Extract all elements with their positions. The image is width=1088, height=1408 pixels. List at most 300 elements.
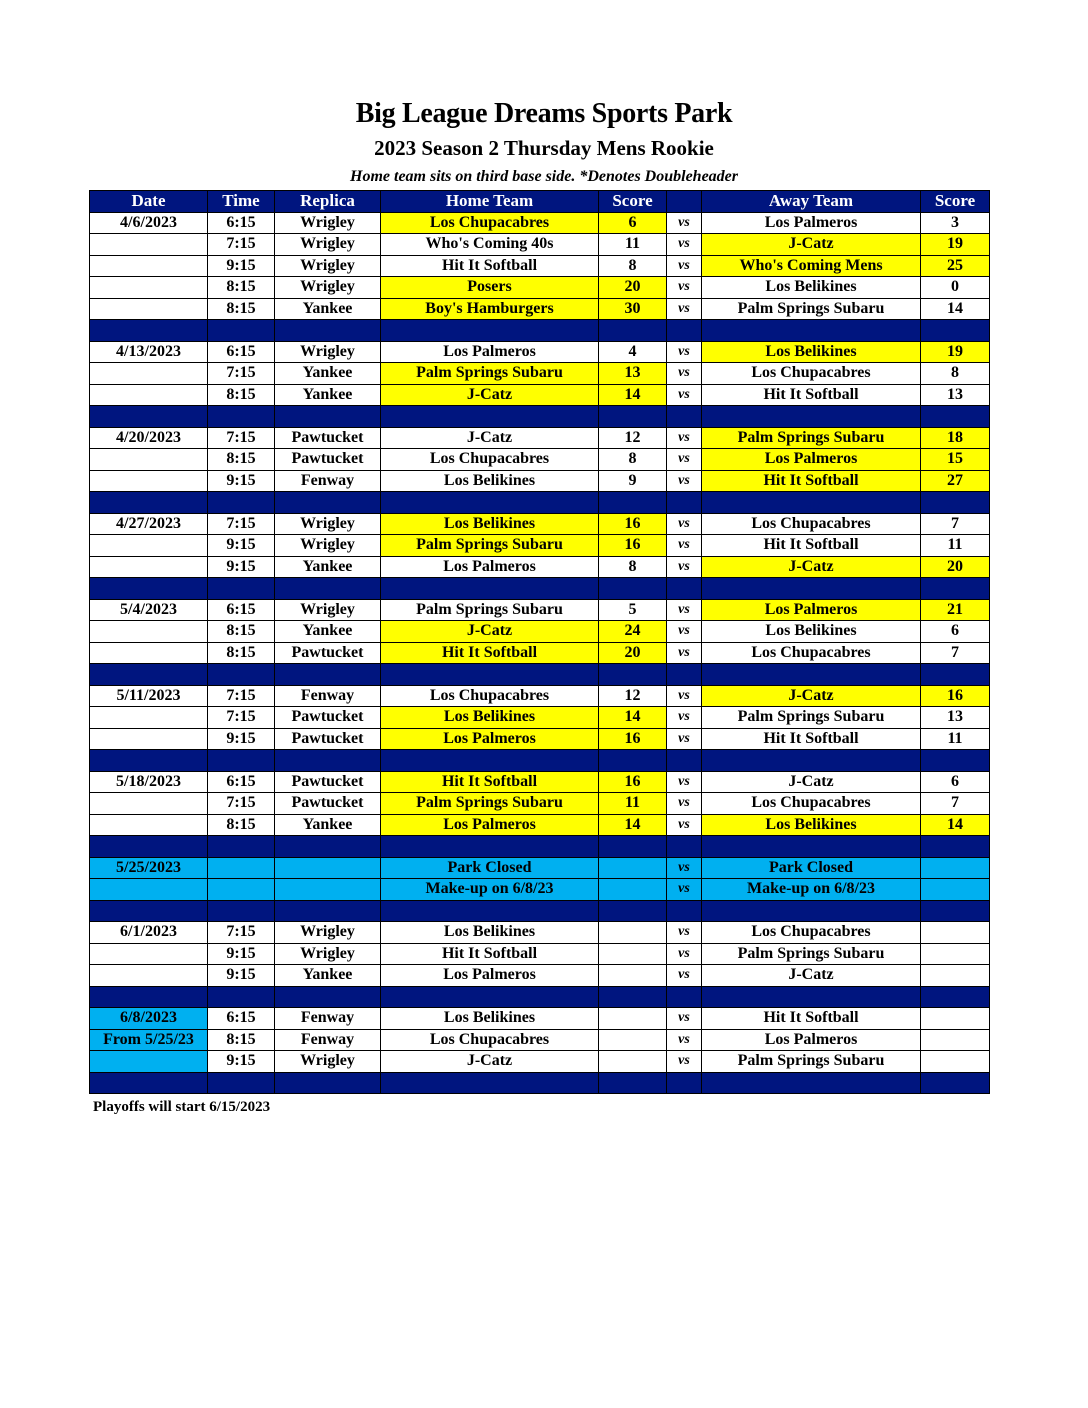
- separator-cell: [702, 406, 921, 428]
- separator-cell: [208, 664, 275, 686]
- time-cell: 8:15: [208, 621, 275, 643]
- home-score-cell: 12: [599, 685, 667, 707]
- separator-cell: [275, 320, 381, 342]
- separator-cell: [702, 578, 921, 600]
- separator-row: [90, 900, 990, 922]
- date-cell: 5/25/2023: [90, 857, 208, 879]
- away-team-cell: Make-up on 6/8/23: [702, 879, 921, 901]
- separator-cell: [90, 1072, 208, 1094]
- time-cell: 8:15: [208, 298, 275, 320]
- away-score-cell: [921, 1008, 990, 1030]
- away-score-cell: 13: [921, 707, 990, 729]
- separator-cell: [921, 986, 990, 1008]
- vs-cell: vs: [667, 427, 702, 449]
- home-score-cell: 9: [599, 470, 667, 492]
- away-team-cell: Hit It Softball: [702, 470, 921, 492]
- home-score-cell: 20: [599, 642, 667, 664]
- date-cell: [90, 449, 208, 471]
- time-cell: 8:15: [208, 642, 275, 664]
- away-score-cell: 13: [921, 384, 990, 406]
- table-row: [90, 922, 990, 944]
- separator-cell: [208, 836, 275, 858]
- home-score-cell: 5: [599, 599, 667, 621]
- table-row: [90, 707, 990, 729]
- table-row: [90, 879, 990, 901]
- home-team-cell: Park Closed: [381, 857, 599, 879]
- vs-cell: vs: [667, 535, 702, 557]
- separator-cell: [381, 578, 599, 600]
- vs-cell: vs: [667, 943, 702, 965]
- separator-cell: [381, 320, 599, 342]
- table-row: [90, 298, 990, 320]
- separator-cell: [599, 320, 667, 342]
- table-row: [90, 943, 990, 965]
- separator-cell: [667, 664, 702, 686]
- date-cell: [90, 728, 208, 750]
- away-team-cell: Park Closed: [702, 857, 921, 879]
- table-row: [90, 427, 990, 449]
- separator-cell: [702, 836, 921, 858]
- home-score-cell: [599, 943, 667, 965]
- separator-cell: [921, 492, 990, 514]
- replica-cell: Pawtucket: [275, 449, 381, 471]
- away-team-cell: Palm Springs Subaru: [702, 298, 921, 320]
- away-score-cell: 7: [921, 513, 990, 535]
- separator-cell: [90, 664, 208, 686]
- separator-cell: [921, 1072, 990, 1094]
- table-row: [90, 255, 990, 277]
- away-score-cell: 16: [921, 685, 990, 707]
- separator-cell: [921, 578, 990, 600]
- separator-cell: [381, 1072, 599, 1094]
- home-team-cell: Los Palmeros: [381, 965, 599, 987]
- home-score-cell: 16: [599, 728, 667, 750]
- separator-cell: [275, 900, 381, 922]
- home-score-cell: 24: [599, 621, 667, 643]
- separator-row: [90, 492, 990, 514]
- home-team-cell: J-Catz: [381, 621, 599, 643]
- away-team-cell: J-Catz: [702, 685, 921, 707]
- time-cell: 7:15: [208, 707, 275, 729]
- separator-cell: [702, 320, 921, 342]
- separator-cell: [208, 406, 275, 428]
- home-score-cell: 11: [599, 234, 667, 256]
- replica-cell: Pawtucket: [275, 793, 381, 815]
- away-team-cell: Hit It Softball: [702, 535, 921, 557]
- table-row: [90, 642, 990, 664]
- time-cell: 7:15: [208, 922, 275, 944]
- away-score-cell: 18: [921, 427, 990, 449]
- home-team-cell: Los Belikines: [381, 707, 599, 729]
- home-score-cell: 12: [599, 427, 667, 449]
- separator-cell: [275, 406, 381, 428]
- away-team-cell: Los Belikines: [702, 621, 921, 643]
- time-cell: 9:15: [208, 556, 275, 578]
- home-score-cell: 8: [599, 449, 667, 471]
- date-cell: 4/13/2023: [90, 341, 208, 363]
- time-cell: 7:15: [208, 427, 275, 449]
- separator-cell: [381, 836, 599, 858]
- home-team-cell: Los Belikines: [381, 470, 599, 492]
- away-team-cell: Los Palmeros: [702, 1029, 921, 1051]
- date-cell: [90, 535, 208, 557]
- separator-cell: [667, 578, 702, 600]
- page-subtitle: 2023 Season 2 Thursday Mens Rookie: [374, 136, 714, 160]
- header-vs: [667, 191, 702, 213]
- away-score-cell: 7: [921, 642, 990, 664]
- date-cell: 4/27/2023: [90, 513, 208, 535]
- separator-cell: [381, 750, 599, 772]
- replica-cell: Pawtucket: [275, 728, 381, 750]
- separator-cell: [702, 986, 921, 1008]
- home-score-cell: 8: [599, 255, 667, 277]
- separator-cell: [381, 900, 599, 922]
- home-team-cell: Who's Coming 40s: [381, 234, 599, 256]
- replica-cell: Wrigley: [275, 255, 381, 277]
- separator-row: [90, 578, 990, 600]
- separator-cell: [599, 578, 667, 600]
- table-row: [90, 1051, 990, 1073]
- replica-cell: Yankee: [275, 298, 381, 320]
- date-cell: [90, 470, 208, 492]
- table-row: [90, 341, 990, 363]
- replica-cell: Pawtucket: [275, 771, 381, 793]
- home-score-cell: [599, 1029, 667, 1051]
- away-team-cell: Los Palmeros: [702, 449, 921, 471]
- table-row: [90, 363, 990, 385]
- time-cell: 9:15: [208, 255, 275, 277]
- away-score-cell: 7: [921, 793, 990, 815]
- away-team-cell: Los Belikines: [702, 341, 921, 363]
- separator-cell: [275, 578, 381, 600]
- date-cell: 4/6/2023: [90, 212, 208, 234]
- home-team-cell: Hit It Softball: [381, 771, 599, 793]
- home-team-cell: Los Belikines: [381, 1008, 599, 1030]
- separator-cell: [702, 492, 921, 514]
- away-team-cell: J-Catz: [702, 965, 921, 987]
- table-row: [90, 513, 990, 535]
- separator-cell: [921, 664, 990, 686]
- vs-cell: vs: [667, 277, 702, 299]
- time-cell: 8:15: [208, 384, 275, 406]
- away-team-cell: Los Palmeros: [702, 212, 921, 234]
- away-score-cell: 27: [921, 470, 990, 492]
- replica-cell: Wrigley: [275, 535, 381, 557]
- time-cell: 6:15: [208, 212, 275, 234]
- time-cell: 8:15: [208, 277, 275, 299]
- home-team-cell: Hit It Softball: [381, 943, 599, 965]
- vs-cell: vs: [667, 642, 702, 664]
- away-score-cell: [921, 1051, 990, 1073]
- replica-cell: Fenway: [275, 1008, 381, 1030]
- home-score-cell: [599, 857, 667, 879]
- away-team-cell: J-Catz: [702, 556, 921, 578]
- date-cell: From 5/25/23: [90, 1029, 208, 1051]
- separator-cell: [599, 1072, 667, 1094]
- schedule-table: [89, 190, 990, 1094]
- separator-row: [90, 664, 990, 686]
- separator-cell: [90, 986, 208, 1008]
- date-cell: [90, 814, 208, 836]
- table-row: [90, 1008, 990, 1030]
- home-score-cell: [599, 922, 667, 944]
- replica-cell: Wrigley: [275, 943, 381, 965]
- schedule-note: Home team sits on third base side. *Denotes Doubleheader: [350, 168, 738, 185]
- time-cell: 6:15: [208, 1008, 275, 1030]
- separator-cell: [90, 492, 208, 514]
- separator-cell: [599, 836, 667, 858]
- away-team-cell: J-Catz: [702, 234, 921, 256]
- vs-cell: vs: [667, 599, 702, 621]
- separator-cell: [667, 320, 702, 342]
- vs-cell: vs: [667, 212, 702, 234]
- vs-cell: vs: [667, 965, 702, 987]
- separator-cell: [90, 320, 208, 342]
- home-team-cell: Posers: [381, 277, 599, 299]
- separator-cell: [667, 900, 702, 922]
- home-team-cell: Los Palmeros: [381, 728, 599, 750]
- time-cell: 7:15: [208, 793, 275, 815]
- away-team-cell: Palm Springs Subaru: [702, 1051, 921, 1073]
- replica-cell: Pawtucket: [275, 642, 381, 664]
- home-team-cell: Los Chupacabres: [381, 449, 599, 471]
- vs-cell: vs: [667, 685, 702, 707]
- time-cell: 7:15: [208, 234, 275, 256]
- date-cell: 6/8/2023: [90, 1008, 208, 1030]
- separator-cell: [702, 900, 921, 922]
- date-cell: 4/20/2023: [90, 427, 208, 449]
- date-cell: 5/11/2023: [90, 685, 208, 707]
- replica-cell: [275, 879, 381, 901]
- separator-row: [90, 986, 990, 1008]
- date-cell: [90, 234, 208, 256]
- away-score-cell: [921, 879, 990, 901]
- home-score-cell: [599, 1008, 667, 1030]
- separator-cell: [208, 492, 275, 514]
- vs-cell: vs: [667, 621, 702, 643]
- separator-cell: [667, 750, 702, 772]
- date-cell: [90, 298, 208, 320]
- separator-row: [90, 320, 990, 342]
- home-team-cell: Palm Springs Subaru: [381, 793, 599, 815]
- date-cell: [90, 277, 208, 299]
- away-score-cell: [921, 1029, 990, 1051]
- home-team-cell: Los Belikines: [381, 513, 599, 535]
- header-away-team: Away Team: [702, 191, 921, 213]
- home-score-cell: 30: [599, 298, 667, 320]
- header-time: Time: [208, 191, 275, 213]
- time-cell: 8:15: [208, 814, 275, 836]
- time-cell: 6:15: [208, 599, 275, 621]
- vs-cell: vs: [667, 857, 702, 879]
- table-row: [90, 470, 990, 492]
- date-cell: 6/1/2023: [90, 922, 208, 944]
- away-score-cell: 20: [921, 556, 990, 578]
- home-team-cell: J-Catz: [381, 427, 599, 449]
- separator-cell: [208, 900, 275, 922]
- home-team-cell: J-Catz: [381, 384, 599, 406]
- away-score-cell: 14: [921, 814, 990, 836]
- home-score-cell: 13: [599, 363, 667, 385]
- separator-cell: [208, 578, 275, 600]
- away-team-cell: Los Chupacabres: [702, 793, 921, 815]
- home-score-cell: 8: [599, 556, 667, 578]
- separator-cell: [208, 1072, 275, 1094]
- time-cell: 9:15: [208, 728, 275, 750]
- separator-cell: [702, 664, 921, 686]
- home-team-cell: J-Catz: [381, 1051, 599, 1073]
- date-cell: 5/4/2023: [90, 599, 208, 621]
- time-cell: 9:15: [208, 535, 275, 557]
- separator-cell: [275, 492, 381, 514]
- table-row: [90, 599, 990, 621]
- vs-cell: vs: [667, 771, 702, 793]
- table-row: [90, 857, 990, 879]
- home-score-cell: 20: [599, 277, 667, 299]
- date-cell: [90, 965, 208, 987]
- home-team-cell: Los Palmeros: [381, 341, 599, 363]
- away-team-cell: Hit It Softball: [702, 728, 921, 750]
- separator-cell: [381, 492, 599, 514]
- replica-cell: [275, 857, 381, 879]
- separator-row: [90, 750, 990, 772]
- away-score-cell: 6: [921, 771, 990, 793]
- separator-cell: [90, 900, 208, 922]
- away-score-cell: 19: [921, 234, 990, 256]
- separator-cell: [667, 986, 702, 1008]
- replica-cell: Wrigley: [275, 599, 381, 621]
- time-cell: 6:15: [208, 771, 275, 793]
- replica-cell: Fenway: [275, 1029, 381, 1051]
- separator-cell: [381, 406, 599, 428]
- separator-cell: [921, 750, 990, 772]
- replica-cell: Fenway: [275, 470, 381, 492]
- away-score-cell: [921, 922, 990, 944]
- playoffs-footer: Playoffs will start 6/15/2023: [93, 1099, 271, 1115]
- separator-cell: [667, 836, 702, 858]
- home-score-cell: [599, 965, 667, 987]
- home-team-cell: Make-up on 6/8/23: [381, 879, 599, 901]
- away-team-cell: Who's Coming Mens: [702, 255, 921, 277]
- home-team-cell: Hit It Softball: [381, 642, 599, 664]
- replica-cell: Wrigley: [275, 513, 381, 535]
- separator-cell: [667, 1072, 702, 1094]
- away-score-cell: 21: [921, 599, 990, 621]
- home-score-cell: 14: [599, 707, 667, 729]
- table-row: [90, 814, 990, 836]
- date-cell: [90, 363, 208, 385]
- replica-cell: Wrigley: [275, 234, 381, 256]
- separator-cell: [275, 750, 381, 772]
- away-score-cell: 3: [921, 212, 990, 234]
- separator-cell: [667, 406, 702, 428]
- home-team-cell: Boy's Hamburgers: [381, 298, 599, 320]
- replica-cell: Wrigley: [275, 212, 381, 234]
- away-team-cell: Palm Springs Subaru: [702, 707, 921, 729]
- date-cell: [90, 943, 208, 965]
- time-cell: 8:15: [208, 1029, 275, 1051]
- separator-cell: [599, 664, 667, 686]
- separator-cell: [921, 406, 990, 428]
- table-row: [90, 556, 990, 578]
- away-team-cell: J-Catz: [702, 771, 921, 793]
- separator-cell: [702, 750, 921, 772]
- time-cell: [208, 857, 275, 879]
- home-score-cell: [599, 879, 667, 901]
- away-score-cell: 19: [921, 341, 990, 363]
- header-replica: Replica: [275, 191, 381, 213]
- separator-row: [90, 1072, 990, 1094]
- away-team-cell: Los Chupacabres: [702, 922, 921, 944]
- home-score-cell: 14: [599, 384, 667, 406]
- date-cell: [90, 879, 208, 901]
- separator-cell: [90, 836, 208, 858]
- away-score-cell: [921, 857, 990, 879]
- separator-cell: [381, 664, 599, 686]
- separator-cell: [667, 492, 702, 514]
- time-cell: 8:15: [208, 449, 275, 471]
- vs-cell: vs: [667, 1029, 702, 1051]
- home-score-cell: 16: [599, 513, 667, 535]
- table-row: [90, 1029, 990, 1051]
- replica-cell: Yankee: [275, 556, 381, 578]
- vs-cell: vs: [667, 879, 702, 901]
- vs-cell: vs: [667, 234, 702, 256]
- separator-cell: [275, 986, 381, 1008]
- home-score-cell: 16: [599, 771, 667, 793]
- time-cell: 9:15: [208, 965, 275, 987]
- separator-row: [90, 836, 990, 858]
- table-row: [90, 277, 990, 299]
- separator-cell: [90, 578, 208, 600]
- home-team-cell: Los Palmeros: [381, 556, 599, 578]
- date-cell: [90, 255, 208, 277]
- separator-cell: [921, 900, 990, 922]
- date-cell: [90, 1051, 208, 1073]
- vs-cell: vs: [667, 513, 702, 535]
- date-cell: [90, 621, 208, 643]
- table-row: [90, 965, 990, 987]
- away-score-cell: 0: [921, 277, 990, 299]
- vs-cell: vs: [667, 793, 702, 815]
- time-cell: 9:15: [208, 1051, 275, 1073]
- home-team-cell: Los Belikines: [381, 922, 599, 944]
- date-cell: [90, 707, 208, 729]
- header-away-score: Score: [921, 191, 990, 213]
- separator-cell: [208, 320, 275, 342]
- separator-row: [90, 406, 990, 428]
- home-score-cell: [599, 1051, 667, 1073]
- header-home-team: Home Team: [381, 191, 599, 213]
- table-row: [90, 621, 990, 643]
- away-team-cell: Los Chupacabres: [702, 513, 921, 535]
- replica-cell: Yankee: [275, 384, 381, 406]
- separator-cell: [208, 986, 275, 1008]
- home-score-cell: 11: [599, 793, 667, 815]
- time-cell: 6:15: [208, 341, 275, 363]
- home-team-cell: Los Chupacabres: [381, 1029, 599, 1051]
- away-score-cell: 11: [921, 728, 990, 750]
- home-team-cell: Palm Springs Subaru: [381, 363, 599, 385]
- away-score-cell: 14: [921, 298, 990, 320]
- vs-cell: vs: [667, 728, 702, 750]
- separator-cell: [275, 836, 381, 858]
- time-cell: 7:15: [208, 363, 275, 385]
- separator-cell: [599, 406, 667, 428]
- vs-cell: vs: [667, 922, 702, 944]
- date-cell: [90, 384, 208, 406]
- table-row: [90, 384, 990, 406]
